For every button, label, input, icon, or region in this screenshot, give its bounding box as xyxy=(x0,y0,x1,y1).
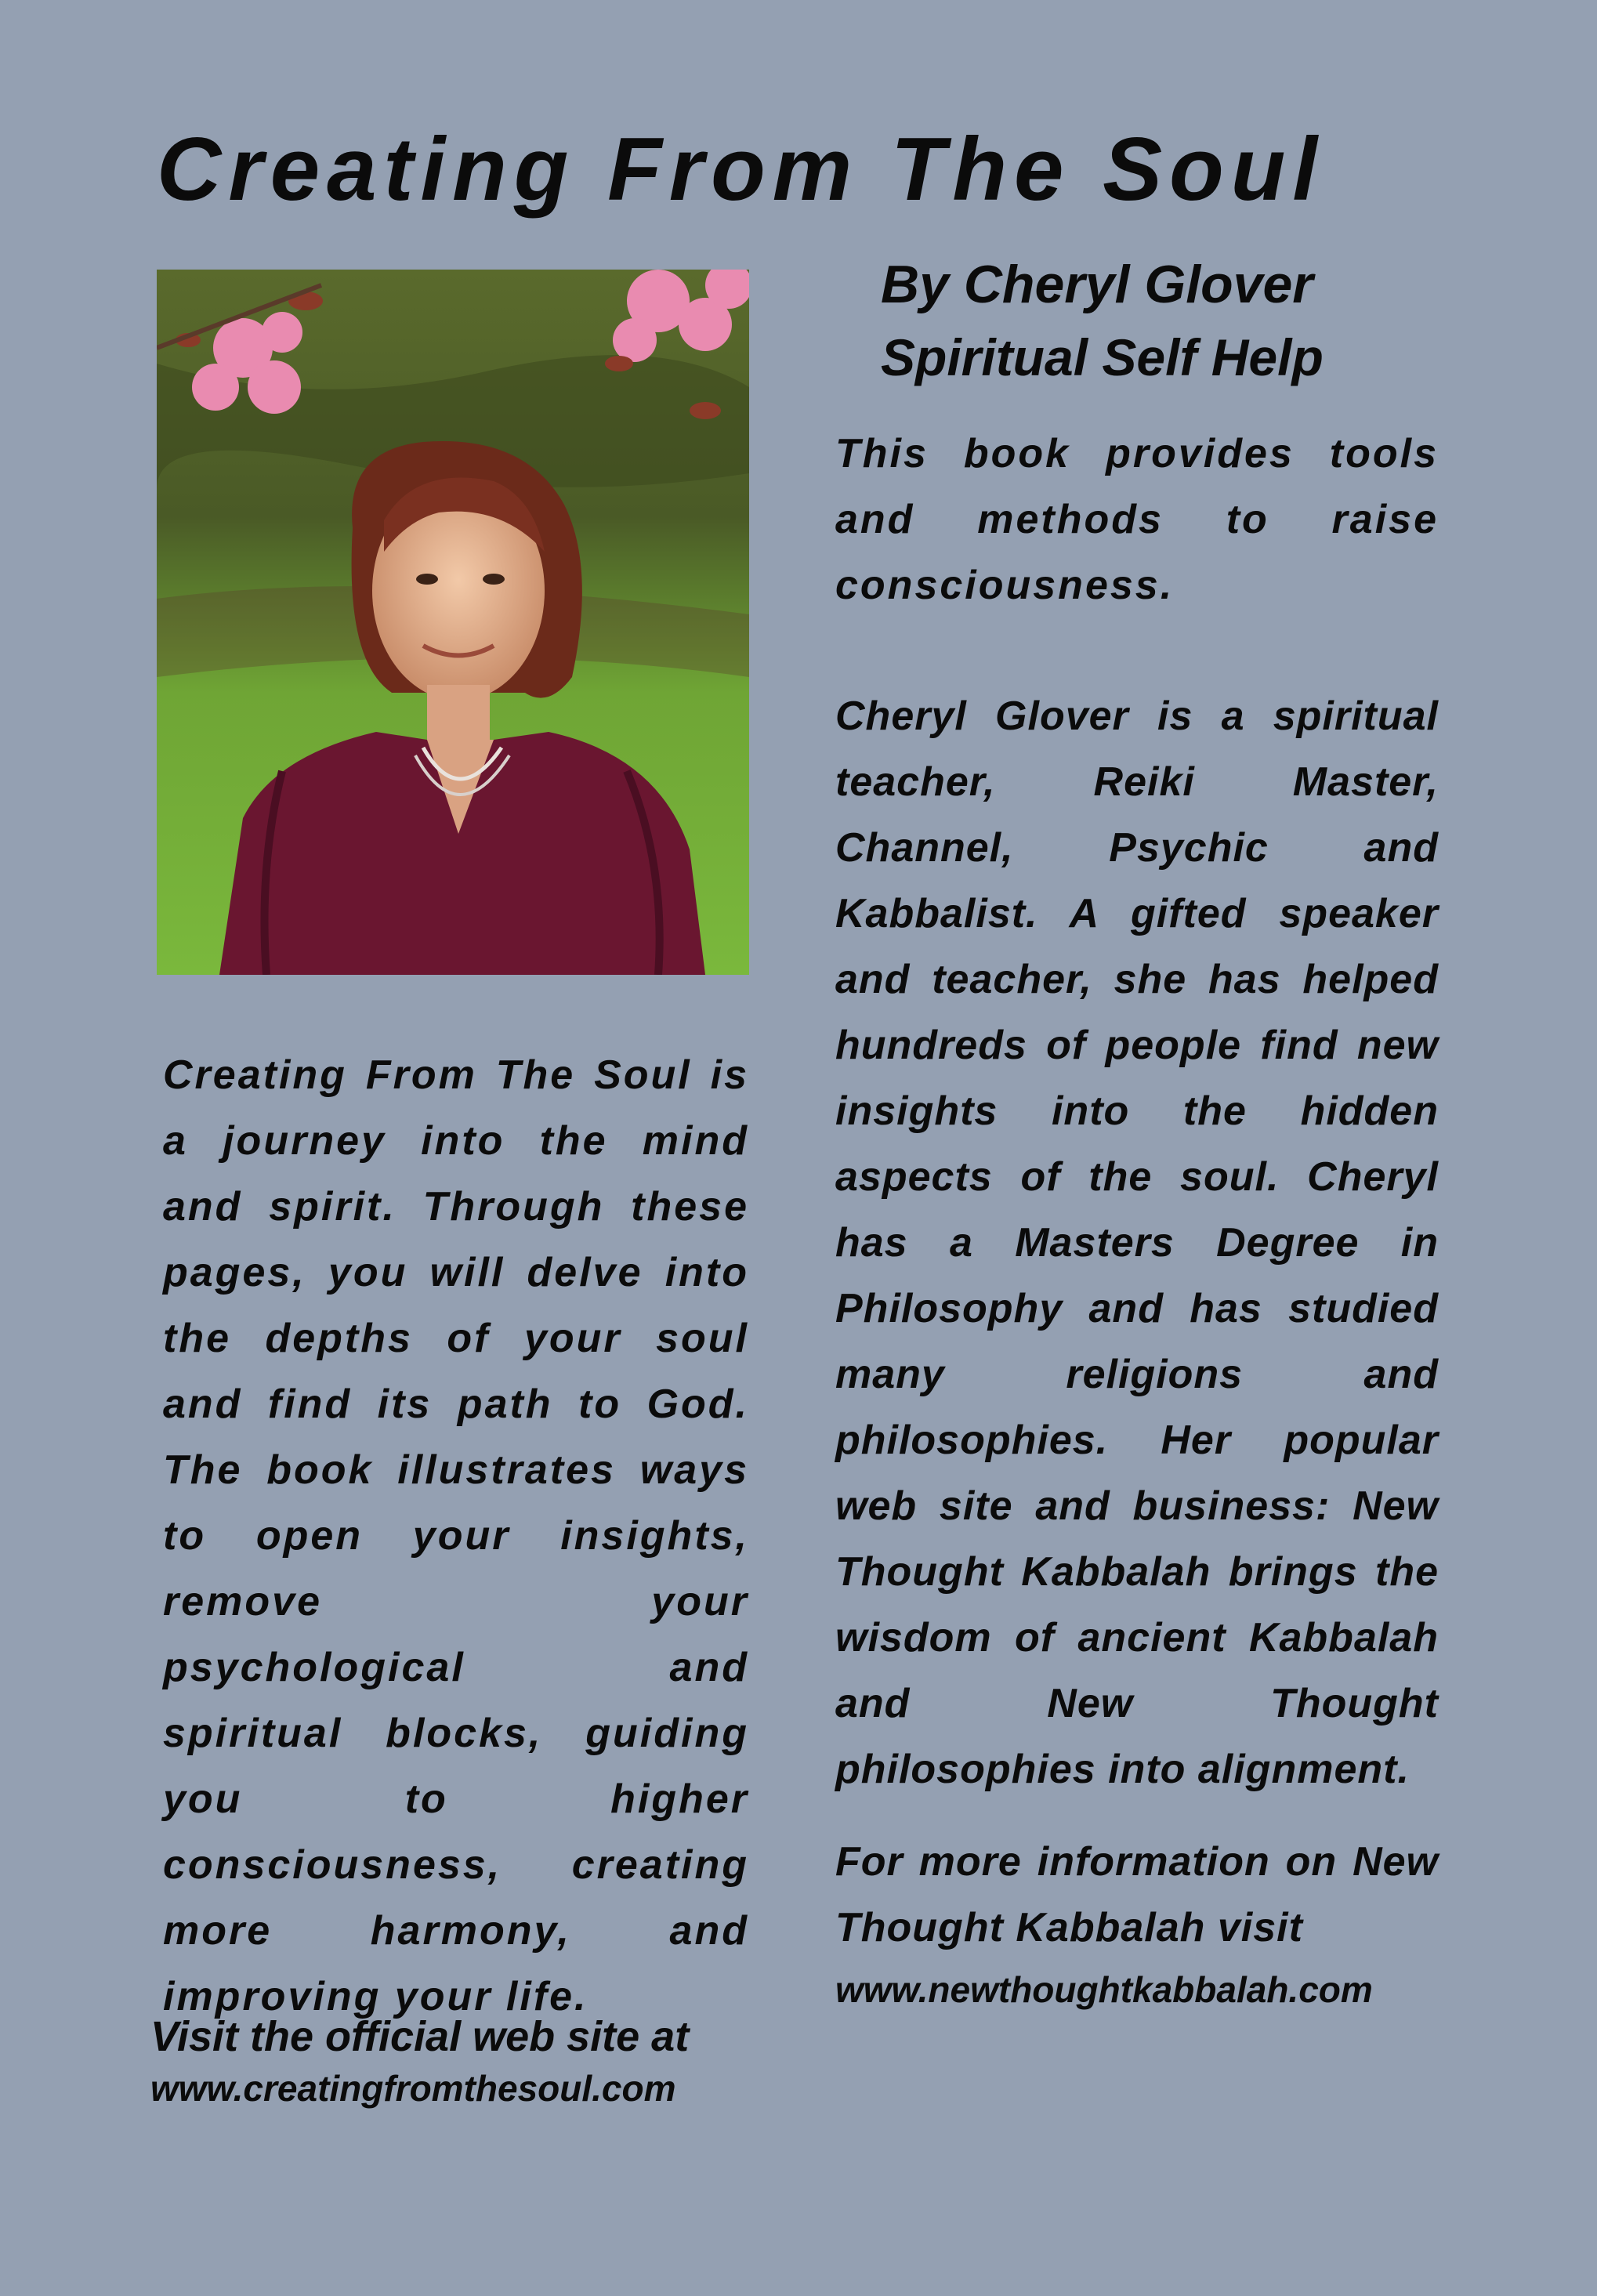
book-website-link[interactable]: www.creatingfromthesoul.com xyxy=(150,2068,676,2109)
author-bio-paragraph: Cheryl Glover is a spiritual teacher, Reiki Master, Channel, Psychic and Kabbalist. A gifted speaker and teacher, she has helped hundreds of people find new insights into the hidden aspects of the soul. Cheryl has a Masters Degree in Philosophy and has studied many religions and philosophies. Her popular web site and business: New Thought Kabbalah brings the wisdom of ancient Kabbalah and New Thought philosophies into alignment. xyxy=(835,694,1439,1792)
author-portrait-image xyxy=(157,270,749,975)
author-byline: By Cheryl Glover xyxy=(881,255,1313,314)
visit-site-label: Visit the official web site at xyxy=(150,2013,690,2060)
kabbalah-website-link[interactable]: www.newthoughtkabbalah.com xyxy=(835,1969,1373,2010)
intro-paragraph: This book provides tools and methods to raise consciousness. xyxy=(835,431,1439,608)
book-description-paragraph: Creating From The Soul is a journey into the mind and spirit. Through these pages, you will delve into the depths of your soul and find its path to God. The book illustrates ways to open your insights, remove your psychological and spiritual blocks, guiding you to higher consciousness, creating more harmony, and improving your life. xyxy=(163,1052,749,2019)
book-title: Creating From The Soul xyxy=(157,120,1325,219)
book-genre: Spiritual Self Help xyxy=(881,328,1324,386)
author-photo xyxy=(157,270,749,975)
more-info-paragraph: For more information on New Thought Kabbalah visit xyxy=(835,1839,1439,1950)
